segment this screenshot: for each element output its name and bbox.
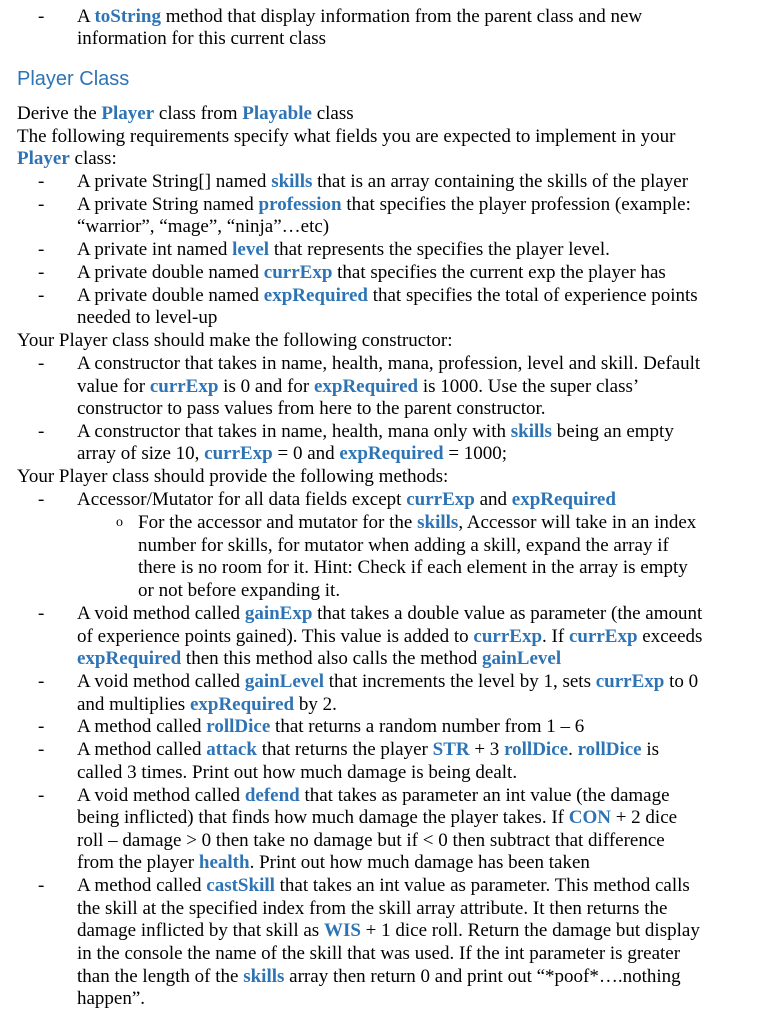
bullet-dash: -: [38, 671, 45, 692]
bullet-dash: -: [38, 239, 45, 260]
method-item: in the console the name of the skill that was used. If the int parameter is greater: [77, 943, 681, 964]
method-item: Accessor/Mutator for all data fields except currExp and expRequired: [77, 489, 616, 510]
section-heading: Player Class: [17, 68, 130, 90]
intro-line: The following requirements specify what fields you are expected to implement in your: [17, 126, 676, 147]
bullet-dash: -: [38, 875, 45, 896]
sub-item: number for skills, for mutator when adding a skill, expand the array if: [138, 535, 669, 556]
method-item: and multiplies expRequired by 2.: [77, 694, 337, 715]
field-item: A private int named level that represents the specifies the player level.: [77, 239, 610, 260]
field-item: A private double named currExp that specifies the current exp the player has: [77, 262, 666, 283]
constructor-intro: Your Player class should make the following constructor:: [17, 330, 453, 351]
bullet-dash: -: [38, 6, 45, 27]
bullet-dash: -: [38, 716, 45, 737]
sub-item: For the accessor and mutator for the skills, Accessor will take in an index: [138, 512, 697, 533]
method-item: called 3 times. Print out how much damage is being dealt.: [77, 762, 518, 783]
constructor-item: array of size 10, currExp = 0 and expRequired = 1000;: [77, 443, 508, 464]
field-item: A private String[] named skills that is an array containing the skills of the player: [77, 171, 689, 192]
field-item: “warrior”, “mage”, “ninja”…etc): [77, 216, 330, 237]
bullet-dash: -: [38, 353, 45, 374]
constructor-item: A constructor that takes in name, health, mana only with skills being an empty: [77, 421, 674, 442]
bullet-dash: -: [38, 194, 45, 215]
field-item: needed to level-up: [77, 307, 218, 328]
field-item: A private double named expRequired that specifies the total of experience points: [77, 285, 698, 306]
method-item: A void method called defend that takes as parameter an int value (the damage: [77, 785, 670, 806]
sub-bullet: o: [116, 515, 123, 530]
bullet-dash: -: [38, 421, 45, 442]
method-item: expRequired then this method also calls the method gainLevel: [77, 648, 562, 669]
bullet-dash: -: [38, 171, 45, 192]
bullet-text: information for this current class: [77, 28, 327, 49]
constructor-item: A constructor that takes in name, health, mana, profession, level and skill. Default: [77, 353, 701, 374]
bullet-text: A toString method that display information from the parent class and new: [77, 6, 643, 27]
method-item: of experience points gained). This value is added to currExp. If currExp exceeds: [77, 626, 703, 647]
bullet-dash: -: [38, 285, 45, 306]
bullet-dash: -: [38, 262, 45, 283]
method-item: roll – damage > 0 then take no damage but if < 0 then subtract that difference: [77, 830, 665, 851]
bullet-dash: -: [38, 489, 45, 510]
method-item: A method called castSkill that takes an int value as parameter. This method calls: [77, 875, 690, 896]
method-item: being inflicted) that finds how much damage the player takes. If CON + 2 dice: [77, 807, 678, 828]
method-item: A void method called gainExp that takes a double value as parameter (the amount: [77, 603, 703, 624]
bullet-dash: -: [38, 739, 45, 760]
methods-intro: Your Player class should provide the following methods:: [17, 466, 449, 487]
bullet-dash: -: [38, 785, 45, 806]
intro-line: Derive the Player class from Playable class: [17, 103, 354, 124]
constructor-item: constructor to pass values from here to the parent constructor.: [77, 398, 546, 419]
method-item: from the player health. Print out how much damage has been taken: [77, 852, 590, 873]
intro-line: Player class:: [17, 148, 117, 169]
constructor-item: value for currExp is 0 and for expRequired is 1000. Use the super class’: [77, 376, 640, 397]
sub-item: there is no room for it. Hint: Check if each element in the array is empty: [138, 557, 688, 578]
sub-item: or not before expanding it.: [138, 580, 341, 601]
method-item: happen”.: [77, 988, 146, 1009]
method-item: A method called attack that returns the player STR + 3 rollDice. rollDice is: [77, 739, 660, 760]
method-item: damage inflicted by that skill as WIS + 1 dice roll. Return the damage but display: [77, 920, 700, 941]
method-item: the skill at the specified index from the skill array attribute. It then returns the: [77, 898, 668, 919]
method-item: than the length of the skills array then return 0 and print out “*poof*….nothing: [77, 966, 681, 987]
method-item: A void method called gainLevel that increments the level by 1, sets currExp to 0: [77, 671, 699, 692]
bullet-dash: -: [38, 603, 45, 624]
method-item: A method called rollDice that returns a random number from 1 – 6: [77, 716, 585, 737]
field-item: A private String named profession that specifies the player profession (example:: [77, 194, 691, 215]
